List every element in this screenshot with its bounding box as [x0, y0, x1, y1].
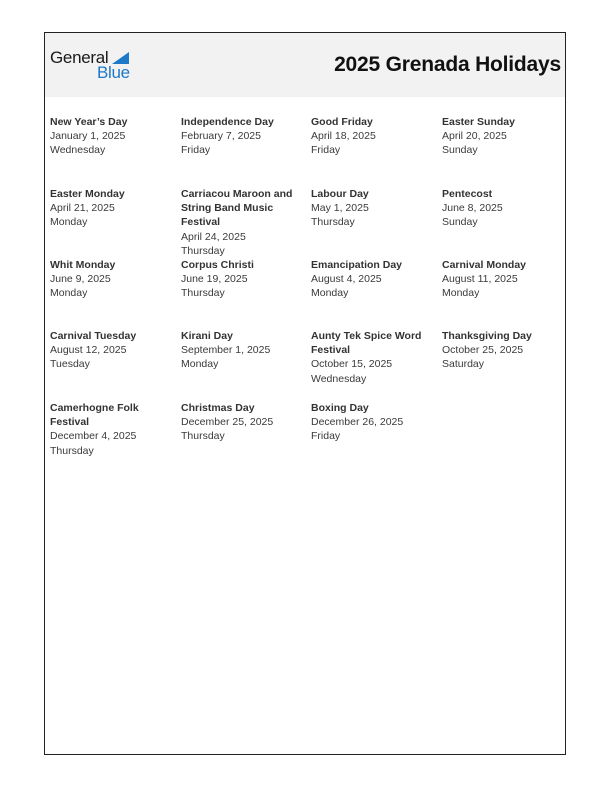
holiday-name: Labour Day: [311, 188, 369, 200]
holiday-weekday: Monday: [442, 287, 480, 300]
holiday-weekday: Monday: [311, 287, 349, 300]
holiday-name: Easter Sunday: [442, 116, 515, 128]
holiday-item: [50, 401, 150, 458]
holiday-weekday: Friday: [311, 144, 341, 157]
holiday-date: April 20, 2025: [442, 130, 507, 143]
holiday-date: December 4, 2025: [50, 430, 137, 443]
holiday-weekday: Friday: [311, 430, 341, 443]
holiday-date: May 1, 2025: [311, 202, 369, 215]
holiday-weekday: Monday: [181, 358, 219, 371]
holiday-item: [181, 401, 305, 444]
page-title: 2025 Grenada Holidays: [334, 53, 561, 76]
holiday-item: [311, 329, 423, 386]
holiday-weekday: Sunday: [442, 216, 478, 229]
holiday-weekday: Tuesday: [50, 358, 90, 371]
holiday-date: April 21, 2025: [50, 202, 115, 215]
holiday-weekday: Friday: [181, 144, 211, 157]
logo: [50, 48, 140, 84]
holiday-item: [181, 115, 305, 158]
holiday-weekday: Thursday: [50, 444, 94, 457]
holiday-name: Independence Day: [181, 116, 274, 128]
holiday-item: [181, 187, 293, 258]
holiday-item: [181, 258, 305, 301]
holiday-weekday: Saturday: [442, 358, 485, 371]
holiday-date: August 12, 2025: [50, 344, 127, 357]
holiday-name: Whit Monday: [50, 259, 116, 271]
holiday-date: April 18, 2025: [311, 130, 376, 143]
holiday-weekday: Wednesday: [50, 144, 106, 157]
page-frame: [44, 32, 566, 755]
holiday-date: October 25, 2025: [442, 344, 524, 357]
holiday-weekday: Wednesday: [311, 372, 367, 385]
holiday-date: December 26, 2025: [311, 416, 404, 429]
holiday-weekday: Thursday: [181, 430, 225, 443]
holiday-name: Camerhogne Folk Festival: [50, 402, 139, 429]
header-band: [45, 33, 565, 97]
holiday-date: October 15, 2025: [311, 358, 393, 371]
holiday-name: Corpus Christi: [181, 259, 254, 271]
holiday-item: [311, 258, 435, 301]
holiday-item: [50, 115, 174, 158]
holiday-name: Christmas Day: [181, 402, 255, 414]
holiday-name: Kirani Day: [181, 330, 233, 342]
holiday-date: April 24, 2025: [181, 230, 246, 243]
holiday-weekday: Thursday: [311, 216, 355, 229]
holiday-name: Thanksgiving Day: [442, 330, 532, 342]
holiday-name: Pentecost: [442, 188, 493, 200]
holiday-name: Boxing Day: [311, 402, 369, 414]
holiday-name: Easter Monday: [50, 188, 125, 200]
holiday-name: Good Friday: [311, 116, 373, 128]
holiday-weekday: Monday: [50, 287, 88, 300]
holiday-weekday: Monday: [50, 216, 88, 229]
holiday-weekday: Sunday: [442, 144, 478, 157]
holiday-name: Carnival Tuesday: [50, 330, 137, 342]
holiday-item: [50, 187, 174, 230]
holiday-date: February 7, 2025: [181, 130, 261, 143]
holiday-date: June 9, 2025: [50, 273, 111, 286]
holiday-name: Carnival Monday: [442, 259, 527, 271]
holiday-item: [50, 258, 174, 301]
holiday-date: December 25, 2025: [181, 416, 274, 429]
holiday-item: [50, 329, 174, 372]
holiday-item: [442, 258, 566, 301]
holiday-date: September 1, 2025: [181, 344, 271, 357]
holiday-date: January 1, 2025: [50, 130, 126, 143]
holiday-item: [442, 187, 566, 230]
holiday-name: Emancipation Day: [311, 259, 403, 271]
holiday-item: [442, 329, 566, 372]
logo-word-general: General: [50, 48, 109, 67]
holiday-item: [311, 115, 435, 158]
holiday-date: June 19, 2025: [181, 273, 248, 286]
holiday-date: August 11, 2025: [442, 273, 518, 286]
holiday-item: [442, 115, 566, 158]
logo-word-blue: Blue: [97, 63, 130, 82]
holiday-item: [311, 187, 435, 230]
holiday-date: August 4, 2025: [311, 273, 382, 286]
holiday-weekday: Thursday: [181, 244, 225, 257]
holiday-item: [181, 329, 305, 372]
holiday-name: Aunty Tek Spice Word Festival: [311, 330, 422, 357]
holiday-weekday: Thursday: [181, 287, 225, 300]
holiday-item: [311, 401, 435, 444]
holiday-name: Carriacou Maroon and String Band Music Festival: [181, 188, 293, 229]
holiday-name: New Year’s Day: [50, 116, 128, 128]
holiday-date: June 8, 2025: [442, 202, 503, 215]
